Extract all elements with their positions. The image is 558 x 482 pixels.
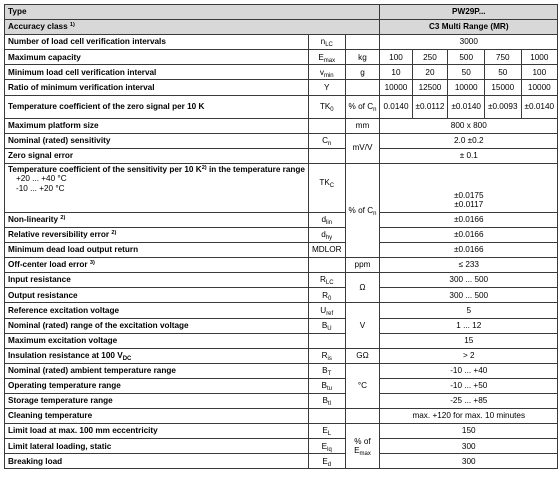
table-row	[5, 243, 558, 258]
nlc-value: 3000	[380, 35, 558, 50]
input-res-value: 300 ... 500	[380, 273, 558, 288]
tkc-label-cell	[5, 163, 309, 212]
tk0-label: Temperature coefficient of the zero signal per 10 K	[5, 95, 309, 118]
table-row	[5, 35, 558, 50]
tk0-unit	[345, 95, 380, 118]
ref-volt-label: Reference excitation voltage	[5, 303, 309, 318]
capacity-value: 750	[484, 50, 521, 65]
table-row	[5, 333, 558, 348]
symbol-sub: 0	[328, 295, 332, 302]
table-row	[5, 95, 558, 118]
tk0-value: ±0.0093	[484, 95, 521, 118]
unit-base: E	[354, 446, 360, 456]
symbol-base: B	[322, 366, 328, 376]
insulation-value: > 2	[380, 348, 558, 363]
ratio-label: Ratio of minimum verification interval	[5, 80, 309, 95]
symbol-sub: max	[323, 57, 336, 64]
limit-load-label: Limit load at max. 100 mm eccentricity	[5, 424, 309, 439]
breaking-value: 300	[380, 454, 558, 469]
vmin-value: 10	[380, 65, 412, 80]
symbol-sub: C	[329, 182, 335, 189]
offcenter-label: Off-center load error	[8, 260, 88, 270]
cleaning-value: max. +120 for max. 10 minutes	[380, 409, 558, 424]
tkc-value-1: ±0.0175	[453, 190, 484, 200]
accuracy-label-cell	[5, 20, 380, 35]
ref-volt-value: 5	[380, 303, 558, 318]
symbol-base: R	[319, 275, 326, 285]
table-row	[5, 303, 558, 318]
tkc-symbol	[308, 163, 345, 212]
amb-temp-value: -10 ... +40	[380, 363, 558, 378]
hyst-value: ±0.0166	[380, 227, 558, 242]
platform-label: Maximum platform size	[5, 118, 309, 133]
mdlor-symbol: MDLOR	[308, 243, 345, 258]
symbol-base: B	[321, 320, 328, 330]
zero-error-label: Zero signal error	[5, 148, 309, 163]
capacity-value: 1000	[521, 50, 558, 65]
symbol-sub: ref	[326, 310, 334, 317]
ratio-value: 10000	[521, 80, 558, 95]
table-row	[5, 348, 558, 363]
unit-sub: n	[373, 106, 377, 113]
tkc-values	[380, 163, 558, 212]
symbol-base: d	[321, 215, 327, 225]
tkc-range-1: +20 ... +40 °C	[16, 174, 67, 184]
zero-error-symbol	[308, 148, 345, 163]
footnote-ref: 2)	[111, 230, 117, 237]
table-row	[5, 148, 558, 163]
output-res-label: Output resistance	[5, 288, 309, 303]
offcenter-label-cell	[5, 258, 309, 273]
tk0-value: 0.0140	[380, 95, 412, 118]
limit-load-symbol	[308, 424, 345, 439]
symbol-sub: tl	[327, 401, 331, 408]
tk0-symbol	[308, 95, 345, 118]
table-row	[5, 133, 558, 148]
sensitivity-value: 2.0 ±0.2	[380, 133, 558, 148]
amb-temp-symbol	[308, 363, 345, 378]
table-row	[5, 439, 558, 454]
symbol-base: v	[319, 67, 324, 77]
offcenter-symbol	[308, 258, 345, 273]
ratio-value: 10000	[380, 80, 412, 95]
table-row	[5, 378, 558, 393]
type-label: Type	[5, 5, 380, 20]
table-row	[5, 454, 558, 469]
nonlin-value: ±0.0166	[380, 212, 558, 227]
ratio-symbol: Y	[308, 80, 345, 95]
vmin-value: 100	[521, 65, 558, 80]
vmin-value: 50	[484, 65, 521, 80]
limit-load-value: 150	[380, 424, 558, 439]
symbol-sub: LC	[325, 42, 333, 49]
unit-line-1: % of	[354, 437, 371, 447]
symbol-sub: U	[327, 325, 332, 332]
volt-unit: V	[345, 303, 380, 348]
capacity-symbol	[308, 50, 345, 65]
table-row	[5, 20, 558, 35]
platform-unit: mm	[345, 118, 380, 133]
platform-value: 800 x 800	[380, 118, 558, 133]
vmin-value: 20	[412, 65, 448, 80]
unit-sub: n	[373, 210, 377, 217]
unit-base: % of C	[348, 101, 374, 111]
symbol-base: U	[320, 305, 327, 315]
symbol-base: E	[321, 441, 328, 451]
table-row	[5, 363, 558, 378]
lateral-value: 300	[380, 439, 558, 454]
storage-temp-symbol	[308, 393, 345, 408]
amb-temp-label: Nominal (rated) ambient temperature range	[5, 363, 309, 378]
symbol-sub: L	[327, 431, 332, 438]
symbol-base: R	[322, 290, 329, 300]
capacity-unit: kg	[345, 50, 380, 65]
mdlor-label: Minimum dead load output return	[5, 243, 309, 258]
platform-symbol	[308, 118, 345, 133]
footnote-ref: 1)	[69, 22, 75, 29]
symbol-base: d	[321, 230, 326, 240]
unit-line-2	[349, 446, 377, 458]
ratio-value: 12500	[412, 80, 448, 95]
table-row	[5, 258, 558, 273]
cleaning-label: Cleaning temperature	[5, 409, 309, 424]
table-row	[5, 50, 558, 65]
max-exc-symbol	[308, 333, 345, 348]
tkc-label-tail: in the temperature range	[206, 164, 305, 174]
vmin-symbol	[308, 65, 345, 80]
tk0-value: ±0.0140	[521, 95, 558, 118]
symbol-base: n	[320, 37, 326, 47]
max-exc-label: Maximum excitation voltage	[5, 333, 309, 348]
pct-cn-unit	[345, 163, 380, 257]
ratio-value: 10000	[448, 80, 485, 95]
symbol-sub: lq	[327, 446, 332, 453]
ohm-unit: Ω	[345, 273, 380, 303]
nlc-unit	[345, 35, 380, 50]
table-row	[5, 409, 558, 424]
capacity-value: 500	[448, 50, 485, 65]
exc-range-label: Nominal (rated) range of the excitation voltage	[5, 318, 309, 333]
table-row	[5, 80, 558, 95]
vmin-unit: g	[345, 65, 380, 80]
table-row	[5, 424, 558, 439]
insulation-symbol	[308, 348, 345, 363]
symbol-base: C	[322, 135, 329, 145]
capacity-value: 100	[380, 50, 412, 65]
exc-range-symbol	[308, 318, 345, 333]
ref-volt-symbol	[308, 303, 345, 318]
breaking-symbol	[308, 454, 345, 469]
table-row	[5, 163, 558, 212]
table-row	[5, 318, 558, 333]
capacity-value: 250	[412, 50, 448, 65]
type-value: PW29P...	[380, 5, 558, 20]
symbol-sub: is	[327, 355, 332, 362]
celsius-unit: °C	[345, 363, 380, 408]
insulation-unit: GΩ	[345, 348, 380, 363]
capacity-label: Maximum capacity	[5, 50, 309, 65]
op-temp-symbol	[308, 378, 345, 393]
unit-sub: max	[359, 451, 371, 458]
sensitivity-label: Nominal (rated) sensitivity	[5, 133, 309, 148]
symbol-base: B	[322, 396, 328, 406]
symbol-sub: hy	[325, 235, 333, 242]
accuracy-label: Accuracy class	[8, 22, 68, 32]
accuracy-value: C3 Multi Range (MR)	[380, 20, 558, 35]
table-row	[5, 212, 558, 227]
hyst-label: Relative reversibility error	[8, 230, 110, 240]
offcenter-value: ≤ 233	[380, 258, 558, 273]
symbol-base: TK	[319, 101, 331, 111]
cleaning-symbol	[308, 409, 345, 424]
ratio-value: 15000	[484, 80, 521, 95]
lateral-symbol	[308, 439, 345, 454]
max-exc-value: 15	[380, 333, 558, 348]
mdlor-value: ±0.0166	[380, 243, 558, 258]
footnote-ref: 3)	[89, 260, 95, 267]
table-row	[5, 5, 558, 20]
symbol-base: E	[322, 456, 328, 466]
symbol-sub: min	[323, 72, 334, 79]
sensitivity-unit: mV/V	[345, 133, 380, 163]
symbol-sub: tu	[326, 386, 332, 393]
insulation-label: Insulation resistance at 100 V	[8, 350, 123, 360]
symbol-sub: d	[327, 461, 332, 468]
input-res-symbol	[308, 273, 345, 288]
tkc-value-2: ±0.0117	[454, 200, 484, 210]
insulation-label-cell	[5, 348, 309, 363]
cleaning-unit	[345, 409, 380, 424]
nonlin-symbol	[308, 212, 345, 227]
symbol-sub: n	[328, 140, 332, 147]
op-temp-value: -10 ... +50	[380, 378, 558, 393]
zero-error-value: ± 0.1	[380, 148, 558, 163]
hyst-label-cell	[5, 227, 309, 242]
footnote-ref: 2)	[201, 164, 207, 171]
symbol-sub: 0	[330, 106, 334, 113]
table-row	[5, 393, 558, 408]
symbol-sub: LC	[325, 280, 334, 287]
output-res-value: 300 ... 500	[380, 288, 558, 303]
input-res-label: Input resistance	[5, 273, 309, 288]
tk0-value: ±0.0112	[412, 95, 448, 118]
symbol-base: R	[321, 350, 328, 360]
symbol-base: TK	[319, 177, 330, 187]
nonlin-label: Non-linearity	[8, 215, 59, 225]
offcenter-unit: ppm	[345, 258, 380, 273]
vmin-value: 50	[448, 65, 485, 80]
table-row	[5, 288, 558, 303]
pct-emax-unit	[345, 424, 380, 469]
lateral-label: Limit lateral loading, static	[5, 439, 309, 454]
nlc-label: Number of load cell verification intervals	[5, 35, 309, 50]
symbol-base: E	[318, 52, 324, 62]
sensitivity-symbol	[308, 133, 345, 148]
vmin-label: Minimum load cell verification interval	[5, 65, 309, 80]
op-temp-label: Operating temperature range	[5, 378, 309, 393]
footnote-ref: 2)	[60, 215, 66, 222]
hyst-symbol	[308, 227, 345, 242]
output-res-symbol	[308, 288, 345, 303]
label-sub: DC	[122, 355, 132, 362]
symbol-sub: T	[327, 371, 332, 378]
tk0-value: ±0.0140	[448, 95, 485, 118]
spec-table	[4, 4, 558, 469]
ratio-unit	[345, 80, 380, 95]
table-row	[5, 227, 558, 242]
symbol-sub: lin	[326, 220, 333, 227]
table-row	[5, 118, 558, 133]
breaking-label: Breaking load	[5, 454, 309, 469]
tkc-label: Temperature coefficient of the sensitivity per 10 K	[8, 164, 202, 174]
table-row	[5, 273, 558, 288]
symbol-base: B	[321, 381, 327, 391]
exc-range-value: 1 ... 12	[380, 318, 558, 333]
table-row	[5, 65, 558, 80]
symbol-base: E	[322, 426, 328, 436]
unit-base: % of C	[348, 205, 374, 215]
storage-temp-label: Storage temperature range	[5, 393, 309, 408]
tkc-range-2: -10 ... +20 °C	[16, 184, 65, 194]
storage-temp-value: -25 ... +85	[380, 393, 558, 408]
nlc-symbol	[308, 35, 345, 50]
nonlin-label-cell	[5, 212, 309, 227]
